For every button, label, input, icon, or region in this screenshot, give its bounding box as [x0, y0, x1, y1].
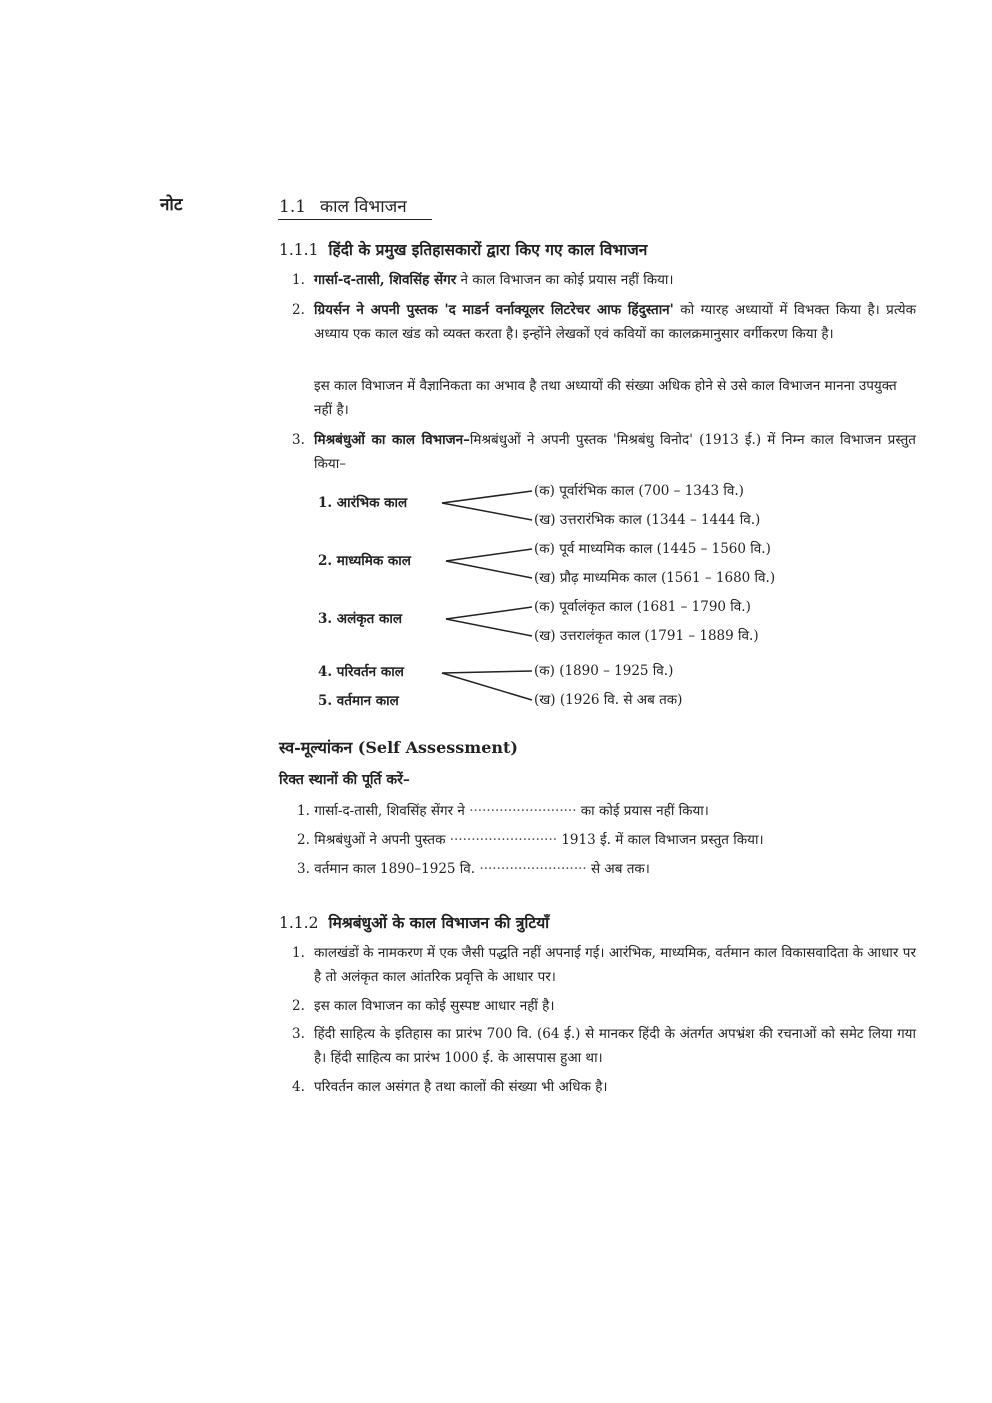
period-label: 4. परिवर्तन काल	[318, 664, 404, 680]
period-sub: (ख) (1926 वि. से अब तक)	[534, 692, 683, 708]
list-item	[292, 1022, 916, 1070]
question-text: वर्तमान काल 1890–1925 वि.	[314, 861, 476, 877]
fill-in-instruction: रिक्त स्थानों की पूर्ति करें–	[279, 772, 410, 788]
item-number: 3.	[292, 432, 305, 448]
list-item	[292, 941, 916, 989]
list-item	[292, 994, 916, 1018]
period-label: 1. आरंभिक काल	[318, 495, 408, 511]
item-text: कालखंडों के नामकरण में एक जैसी पद्धति नहीं अपनाई गई। आरंभिक, माध्यमिक, वर्तमान काल विकासवादिता के आधार पर है तो अलंकृत काल आंतरिक प्रवृत्ति के आधार पर।	[314, 945, 916, 985]
subsection-title: मिश्रबंधुओं के काल विभाजन की त्रुटियाँ	[328, 913, 550, 932]
subsection-title: हिंदी के प्रमुख इतिहासकारों द्वारा किए गए काल विभाजन	[328, 240, 648, 259]
item-number: 1.	[292, 272, 305, 288]
blank-field[interactable]: ·························	[449, 832, 558, 848]
period-sub: (ख) प्रौढ़ माध्यमिक काल (1561 – 1680 वि.)	[534, 570, 776, 586]
item-number: 2.	[292, 302, 305, 318]
blank-field[interactable]: ·························	[469, 803, 577, 819]
question-number: 1.	[297, 803, 310, 819]
fill-question	[297, 801, 709, 819]
question-text: से अब तक।	[591, 861, 650, 877]
question-number: 3.	[297, 861, 310, 877]
period-sub: (क) पूर्वारंभिक काल (700 – 1343 वि.)	[534, 483, 744, 499]
item-text: को ग्यारह अध्यायों में विभक्त किया है। प्रत्येक अध्याय एक काल खंड को व्यक्त करता है। इन्होंने लेखकों एवं कवियों का कालक्रमानुसार वर्गीकरण किया है।	[314, 302, 916, 342]
connector-line	[442, 671, 532, 673]
connector-line	[446, 607, 532, 619]
item-continuation: इस काल विभाजन में वैज्ञानिकता का अभाव है तथा अध्यायों की संख्या अधिक होने से उसे काल विभाजन मानना उपयुक्त नहीं है।	[314, 378, 897, 418]
item-number: 3.	[292, 1026, 305, 1042]
item-text: परिवर्तन काल असंगत है तथा कालों की संख्या भी अधिक है।	[314, 1079, 608, 1095]
item-number: 2.	[292, 998, 305, 1014]
connector-line	[446, 561, 532, 578]
question-text: 1913 ई. में काल विभाजन प्रस्तुत किया।	[561, 832, 764, 848]
period-label: 2. माध्यमिक काल	[318, 553, 411, 569]
period-sub: (क) (1890 – 1925 वि.)	[534, 663, 674, 679]
connector-line	[442, 491, 532, 503]
item-bold-text: ग्रियर्सन ने अपनी पुस्तक 'द माडर्न वर्नाक्यूलर लिटरेचर आफ हिंदुस्तान'	[314, 302, 674, 318]
blank-field[interactable]: ·························	[479, 861, 587, 877]
period-label: 5. वर्तमान काल	[318, 693, 399, 709]
subsection-number: 1.1.2	[279, 914, 319, 932]
section-title: काल विभाजन	[320, 197, 407, 217]
subsection-heading-2	[279, 911, 549, 933]
question-text: मिश्रबंधुओं ने अपनी पुस्तक	[314, 832, 446, 848]
connector-line	[446, 549, 532, 561]
period-label: 3. अलंकृत काल	[318, 611, 403, 627]
question-text: का कोई प्रयास नहीं किया।	[580, 803, 709, 819]
list-item	[292, 1075, 916, 1099]
period-sub: (ख) उत्तरालंकृत काल (1791 – 1889 वि.)	[534, 628, 759, 644]
item-number: 4.	[292, 1079, 305, 1095]
connector-line	[442, 673, 532, 700]
fill-question	[297, 859, 650, 877]
question-number: 2.	[297, 832, 310, 848]
item-bold-text: गार्सा-द-तासी, शिवसिंह सेंगर	[314, 272, 457, 288]
period-sub: (क) पूर्वालंकृत काल (1681 – 1790 वि.)	[534, 599, 751, 615]
item-text: ने काल विभाजन का कोई प्रयास नहीं किया।	[456, 272, 674, 288]
fill-question	[297, 830, 764, 848]
item-text: हिंदी साहित्य के इतिहास का प्रारंभ 700 वि. (64 ई.) से मानकर हिंदी के अंतर्गत अपभ्रंश की रचनाओं को समेट लिया गया है। हिंदी साहित्य का प्रारंभ 1000 ई. के आसपास हुआ था।	[314, 1026, 916, 1066]
item-text: मिश्रबंधुओं ने अपनी पुस्तक 'मिश्रबंधु विनोद' (1913 ई.) में निम्न काल विभाजन प्रस्तुत किया–	[314, 432, 917, 472]
item-number: 1.	[292, 945, 305, 961]
period-sub: (ख) उत्तरारंभिक काल (1344 – 1444 वि.)	[534, 512, 761, 528]
item-bold-text: मिश्रबंधुओं का काल विभाजन–	[314, 432, 470, 448]
connector-line	[442, 503, 532, 520]
item-text: इस काल विभाजन का कोई सुस्पष्ट आधार नहीं है।	[314, 998, 555, 1014]
period-sub: (क) पूर्व माध्यमिक काल (1445 – 1560 वि.)	[534, 541, 771, 557]
self-assessment-heading: स्व-मूल्यांकन (Self Assessment)	[279, 738, 518, 757]
section-number: 1.1	[279, 197, 307, 217]
margin-note: नोट	[160, 195, 183, 215]
subsection-number: 1.1.1	[279, 241, 319, 259]
connector-line	[446, 619, 532, 636]
question-text: गार्सा-द-तासी, शिवसिंह सेंगर ने	[314, 803, 465, 819]
